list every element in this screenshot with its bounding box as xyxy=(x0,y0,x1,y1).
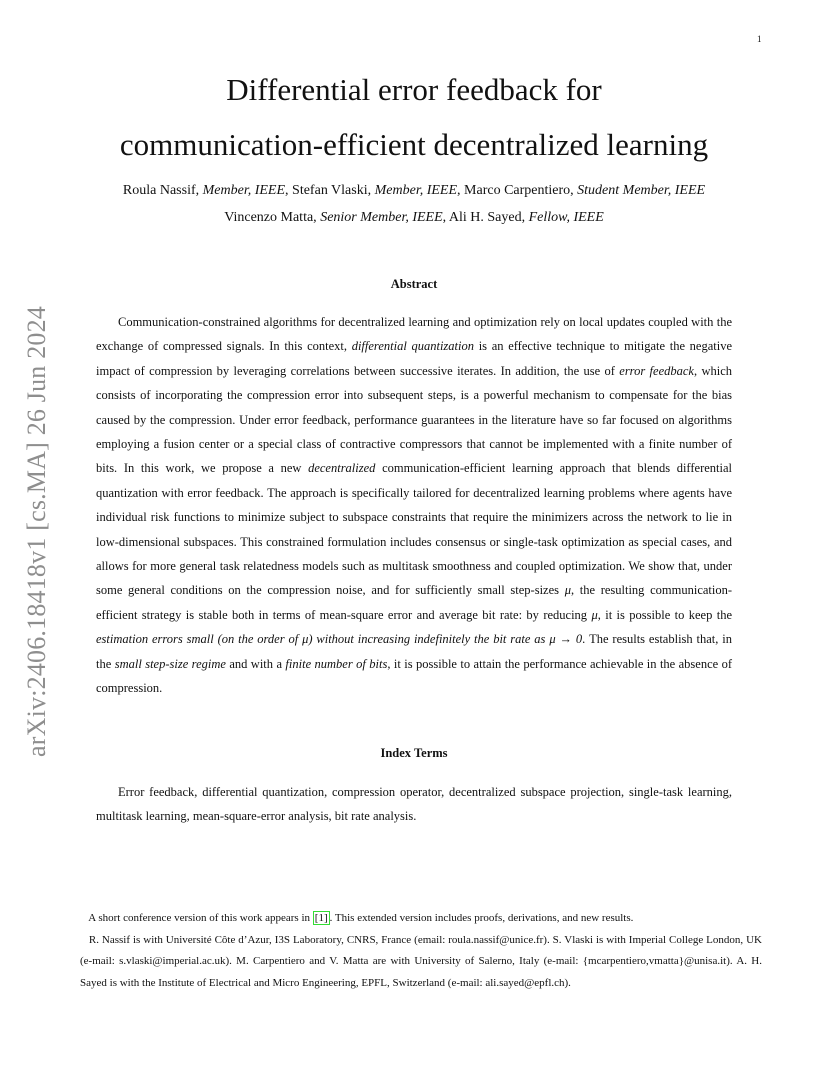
title-line-1: Differential error feedback for xyxy=(226,72,602,107)
author-line-1 xyxy=(40,177,788,204)
title-line-2: communication-efficient decentralized learning xyxy=(119,127,709,162)
abstract-emphasis: error feedback xyxy=(619,363,694,378)
author-role: Student Member, IEEE xyxy=(577,183,706,198)
abstract-emphasis: differential quantization xyxy=(351,339,474,354)
abstract-text: Communication-constrained algorithms for decentralized learning and optimization rely on local updates coupled with the exchange of compressed signals. In this context, xyxy=(96,315,732,354)
footnotes xyxy=(80,908,762,994)
page-number: 1 xyxy=(757,34,762,44)
math-symbol: μ → 0 xyxy=(549,632,583,647)
author-role: Member, IEEE xyxy=(374,183,458,198)
abstract-text: communication-efficient learning approach that blends differential quantization with error feedback. The approach is specifically tailored for decentralized learning problems where agents have individual risk functions to minimize subject to subspace constraints that require the minimizers across the network to lie in low-dimensional subspaces. This constrained formulation includes consensus or single-task optimization as special cases, and allows for more general task relatedness models such as multitask smoothness and coupled optimization. We show that, under some general conditions on the compression noise, and for sufficiently small step-sizes xyxy=(96,461,733,598)
author-role: Member, IEEE xyxy=(202,183,286,198)
author-role: Senior Member, IEEE xyxy=(320,210,443,225)
abstract-text: , it is possible to attain the performance achievable in the absence of compression. xyxy=(96,656,733,696)
math-symbol: μ xyxy=(591,607,598,622)
citation-link[interactable]: [1] xyxy=(314,912,328,924)
abstract-emphasis: small step-size regime xyxy=(114,656,226,671)
author-role: Fellow, IEEE xyxy=(528,210,604,225)
abstract-text: is an effective technique to mitigate the negative impact of compression by leveraging correlations between successive iterates. In addition, the use of xyxy=(96,339,733,378)
footnote-text: A short conference version of this work appears in xyxy=(88,912,311,924)
author-name: , Marco Carpentiero, xyxy=(457,183,574,198)
abstract-heading: Abstract xyxy=(390,277,438,291)
abstract-body xyxy=(96,310,732,701)
abstract-text: . The results establish that, in the xyxy=(96,632,733,671)
author-name: Vincenzo Matta, xyxy=(224,210,317,225)
index-terms-body: Error feedback, differential quantization, compression operator, decentralized subspace projection, single-task learning, multitask learning, mean-square-error analysis, bit rate analysis. xyxy=(96,785,732,824)
abstract-text: and with a xyxy=(229,656,282,671)
abstract-emphasis: estimation errors small (on the order of μ) without increasing indefinitely the bit rate as xyxy=(96,632,546,647)
abstract-emphasis: finite number of bits xyxy=(285,656,388,671)
abstract-text: , it is possible to keep the xyxy=(597,607,732,622)
index-terms-heading: Index Terms xyxy=(380,746,448,760)
author-name: , Stefan Vlaski, xyxy=(285,183,372,198)
footnote-affiliations xyxy=(80,930,762,995)
abstract-emphasis: decentralized xyxy=(308,461,376,476)
abstract-text: , which consists of incorporating the compression error into subsequent steps, is a powerful mechanism to compensate for the bias caused by the compression. Under error feedback, performance guarantees in the literature have so far focused on algorithms employing a fusion center or a special class of contractive compressors that cannot be implemented with a finite number of bits. In this work, we propose a new xyxy=(96,363,732,476)
author-line-2 xyxy=(40,204,788,231)
author-name: Roula Nassif, xyxy=(122,183,200,198)
abstract-text: , the resulting communication-efficient strategy is stable both in terms of mean-square error and average bit rate: by reducing xyxy=(96,583,733,622)
footnote-text: . This extended version includes proofs, derivations, and new results. xyxy=(329,912,634,924)
arxiv-identifier[interactable]: arXiv:2406.18418v1 [cs.MA] 26 Jun 2024 xyxy=(22,305,51,757)
paper-title xyxy=(0,62,828,172)
author-name: , Ali H. Sayed, xyxy=(442,210,526,225)
footnote-conference xyxy=(80,908,762,930)
math-symbol: μ xyxy=(564,583,571,598)
footnote-text: R. Nassif is with Université Côte d’Azur, I3S Laboratory, CNRS, France (email: roula.nassif@unice.fr). S. Vlaski is with Imperial College London, UK (e-mail: s.vlaski@imperial.ac.uk). M. Carpentiero and V. Matta are with University of Salerno, Italy (e-mail: {mcarpentiero,vmatta}@unisa.it). A. H. Sayed is with the Institute of Electrical and Micro Engineering, EPFL, Switzerland (e-mail: ali.sayed@epfl.ch). xyxy=(80,933,762,989)
author-list xyxy=(40,177,788,231)
